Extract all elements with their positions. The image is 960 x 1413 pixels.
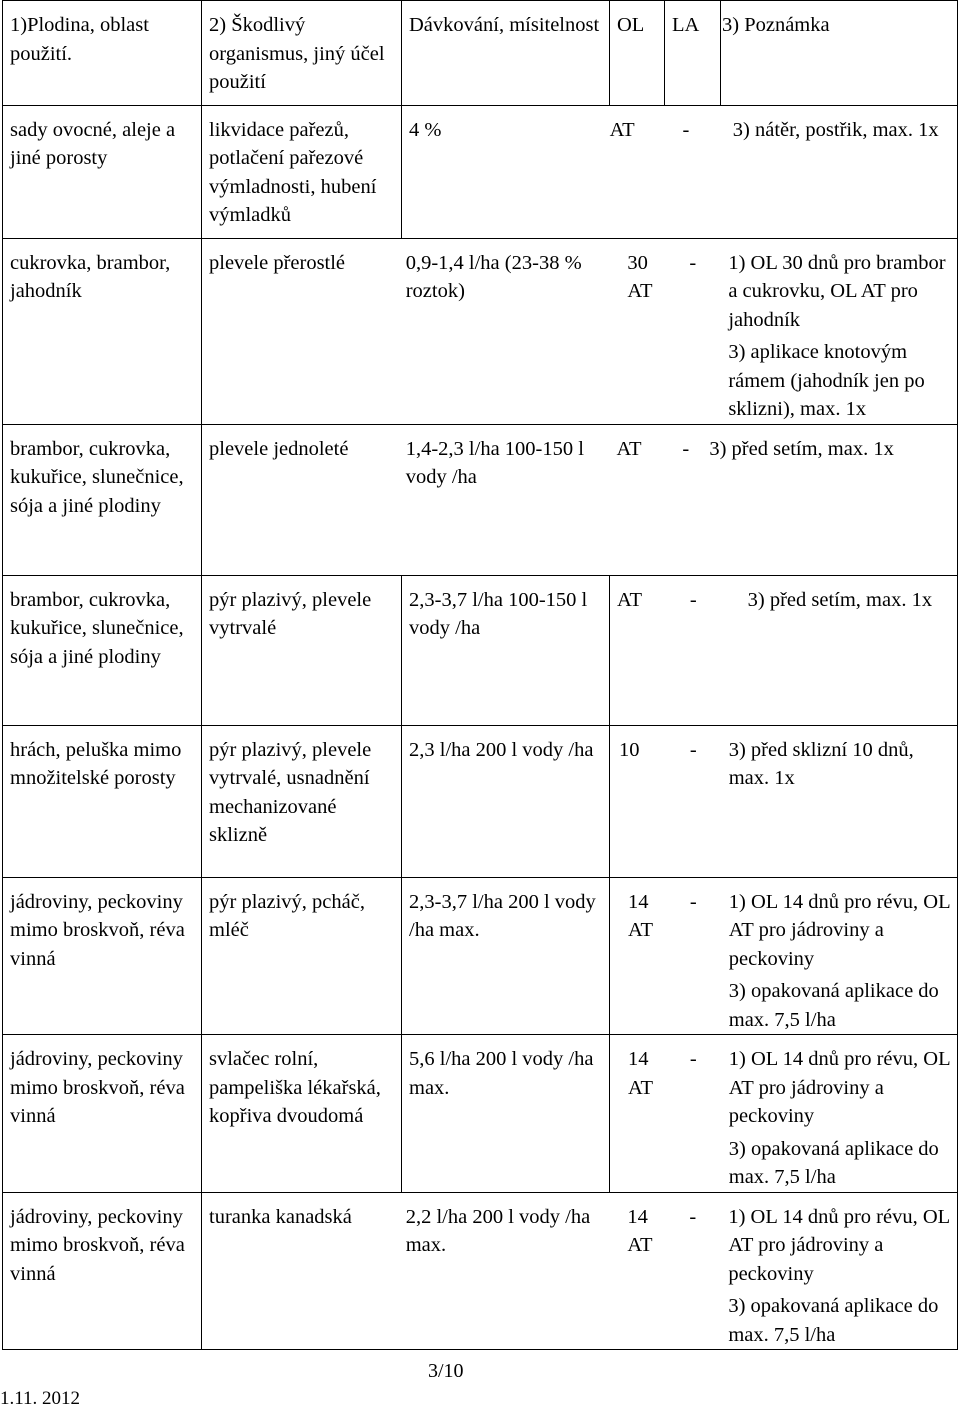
pest-cell: turanka kanadská <box>209 1205 352 1228</box>
merged-cell <box>202 238 958 424</box>
merged-cell <box>202 1192 958 1350</box>
document-date: 1.11. 2012 <box>0 1388 81 1409</box>
header-pest: 2) Škodlivý organismus, jiný účel použití <box>202 1 402 106</box>
note-cell: 3) před setím, max. 1x <box>747 588 933 611</box>
note-cell: 3) před setím, max. 1x <box>709 437 894 460</box>
note-line-1: 1) OL 14 dnů pro révu, OL AT pro jádroviny a peckoviny <box>728 1205 950 1285</box>
ol-cell: AT <box>609 118 635 141</box>
la-cell: - <box>689 588 697 611</box>
table-row <box>3 105 958 238</box>
note-line-2: 3) opakovaná aplikace do max. 7,5 l/ha <box>728 1137 939 1188</box>
crop-cell: brambor, cukrovka, kukuřice, slunečnice, sója a jiné plodiny <box>3 424 202 575</box>
note-line-1: 1) OL 14 dnů pro révu, OL AT pro jádroviny a peckoviny <box>728 1048 950 1127</box>
merged-cell <box>610 725 958 877</box>
crop-cell: jádroviny, peckoviny mimo broskvoň, réva vinná <box>3 1192 202 1350</box>
header-dose: Dávkování, mísitelnost <box>402 1 610 106</box>
dose-cell: 2,3 l/ha 200 l vody /ha <box>402 725 610 877</box>
table-row <box>3 1035 958 1193</box>
la-cell: - <box>689 1048 697 1070</box>
dose-cell: 2,3-3,7 l/ha 200 l vody /ha max. <box>402 877 610 1035</box>
note-line-1: 1) OL 30 dnů pro brambor a cukrovku, OL AT pro jahodník <box>728 251 946 331</box>
crop-cell: sady ovocné, aleje a jiné porosty <box>3 105 202 238</box>
note-cell <box>720 239 957 424</box>
pest-cell: pýr plazivý, pcháč, mléč <box>202 877 402 1035</box>
pest-cell: pýr plazivý, plevele vytrvalé, usnadnění mechanizované sklizně <box>202 725 402 877</box>
note-cell <box>720 1193 957 1350</box>
table-row <box>3 424 958 575</box>
note-cell <box>721 1035 957 1192</box>
note-cell <box>721 878 957 1035</box>
la-cell: - <box>689 738 697 761</box>
crop-cell: jádroviny, peckoviny mimo broskvoň, réva vinná <box>3 1035 202 1193</box>
merged-cell <box>402 105 958 238</box>
header-la: LA <box>665 1 721 106</box>
ol-cell: AT <box>617 588 643 611</box>
dose-cell: 2,3-3,7 l/ha 100-150 l vody /ha <box>402 575 610 725</box>
table-row <box>3 238 958 424</box>
table-row <box>3 877 958 1035</box>
table-row <box>3 1192 958 1350</box>
merged-cell <box>610 877 958 1035</box>
la-cell: - <box>689 1205 697 1228</box>
pesticide-table <box>2 0 958 1350</box>
pest-cell: pýr plazivý, plevele vytrvalé <box>202 575 402 725</box>
merged-cell <box>610 575 958 725</box>
crop-cell: jádroviny, peckoviny mimo broskvoň, réva vinná <box>3 877 202 1035</box>
merged-cell <box>202 424 958 575</box>
merged-cell <box>610 1035 958 1193</box>
table-row <box>3 575 958 725</box>
crop-cell: hrách, peluška mimo množitelské porosty <box>3 725 202 877</box>
table-row <box>3 725 958 877</box>
pest-cell: likvidace pařezů, potlačení pařezové výmladnosti, hubení výmladků <box>202 105 402 238</box>
header-ol: OL <box>610 1 665 106</box>
la-cell: - <box>689 890 697 913</box>
pest-cell: plevele přerostlé <box>209 251 346 274</box>
header-crop: 1)Plodina, oblast použití. <box>3 1 202 106</box>
la-cell: - <box>689 251 697 274</box>
ol-cell: 10 <box>619 738 640 761</box>
dose-cell: 0,9-1,4 l/ha (23-38 % roztok) <box>405 251 582 302</box>
header-row <box>3 1 958 106</box>
la-cell: - <box>682 437 690 460</box>
ol-cell: 14 AT <box>628 890 654 941</box>
header-note: 3) Poznámka <box>721 1 958 106</box>
crop-cell: brambor, cukrovka, kukuřice, slunečnice, sója a jiné plodiny <box>3 575 202 725</box>
note-cell: 3) před sklizní 10 dnů, max. 1x <box>728 738 914 789</box>
page-number: 3/10 <box>428 1360 464 1382</box>
crop-cell: cukrovka, brambor, jahodník <box>3 238 202 424</box>
note-line-1: 1) OL 14 dnů pro révu, OL AT pro jádroviny a peckoviny <box>728 890 950 970</box>
dose-cell: 2,2 l/ha 200 l vody /ha max. <box>405 1205 591 1256</box>
dose-cell: 1,4-2,3 l/ha 100-150 l vody /ha <box>405 437 584 488</box>
ol-cell: 14 AT <box>628 1048 654 1099</box>
note-line-2: 3) aplikace knotovým rámem (jahodník jen po sklizni), max. 1x <box>728 341 925 420</box>
ol-cell: 14 AT <box>627 1205 653 1256</box>
ol-cell: AT <box>616 437 642 460</box>
pest-cell: plevele jednoleté <box>209 437 349 460</box>
ol-cell: 30 AT <box>627 251 653 302</box>
pest-cell: svlačec rolní, pampeliška lékařská, kopřiva dvoudomá <box>202 1035 402 1193</box>
note-line-2: 3) opakovaná aplikace do max. 7,5 l/ha <box>728 1295 939 1346</box>
dose-cell: 5,6 l/ha 200 l vody /ha max. <box>402 1035 610 1193</box>
dose-cell: 4 % <box>409 118 442 141</box>
note-cell: 3) nátěr, postřik, max. 1x <box>732 118 939 141</box>
note-line-2: 3) opakovaná aplikace do max. 7,5 l/ha <box>728 980 939 1031</box>
la-cell: - <box>682 118 690 141</box>
